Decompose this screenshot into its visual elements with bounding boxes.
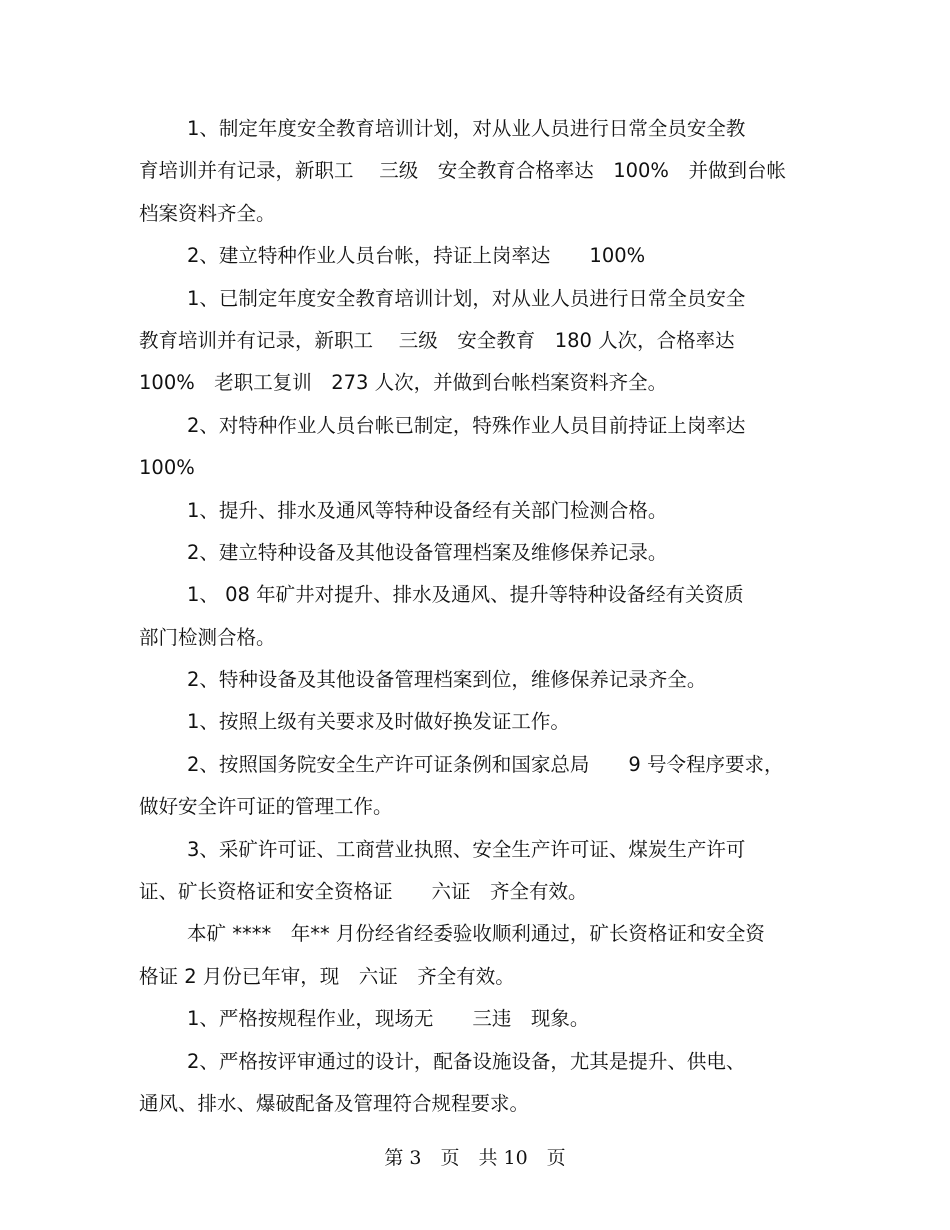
text-line: 1、已制定年度安全教育培训计划，对从业人员进行日常全员安全 [187, 286, 746, 310]
text-line: 2、按照国务院安全生产许可证条例和国家总局 9 号令程序要求， [187, 752, 784, 776]
text-line: 2、对特种作业人员台帐已制定，特殊作业人员目前持证上岗率达 [187, 413, 746, 437]
text-line: 部门检测合格。 [139, 625, 276, 649]
text-line: 2、严格按评审通过的设计，配备设施设备，尤其是提升、供电、 [187, 1049, 746, 1073]
text-line: 教育培训并有记录，新职工 三级 安全教育 180 人次，合格率达 [139, 328, 735, 352]
text-line: 2、特种设备及其他设备管理档案到位，维修保养记录齐全。 [187, 668, 707, 692]
text-line: 100% [139, 456, 195, 480]
text-line: 档案资料齐全。 [139, 201, 276, 225]
text-line: 1、 08 年矿井对提升、排水及通风、提升等特种设备经有关资质 [187, 583, 744, 607]
text-line: 2、建立特种设备及其他设备管理档案及维修保养记录。 [187, 540, 668, 564]
text-line: 100% 老职工复训 273 人次，并做到台帐档案资料齐全。 [139, 371, 668, 395]
text-line: 证、矿长资格证和安全资格证 六证 齐全有效。 [139, 880, 588, 904]
text-line: 做好安全许可证的管理工作。 [139, 795, 393, 819]
text-line: 通风、排水、爆破配备及管理符合规程要求。 [139, 1091, 530, 1115]
document-body [139, 108, 799, 1125]
page-number-footer: 第 3 页 共 10 页 [384, 1147, 566, 1169]
text-line: 1、严格按规程作业，现场无 三违 现象。 [187, 1007, 590, 1031]
text-line: 1、制定年度安全教育培训计划，对从业人员进行日常全员安全教 [187, 117, 746, 140]
text-line: 3、采矿许可证、工商营业执照、安全生产许可证、煤炭生产许可 [187, 837, 746, 861]
text-line: 格证 2 月份已年审，现 六证 齐全有效。 [139, 964, 515, 988]
text-line: 1、按照上级有关要求及时做好换发证工作。 [187, 710, 570, 734]
text-line: 2、建立特种作业人员台帐，持证上岗率达 100% [187, 244, 646, 268]
text-line: 育培训并有记录，新职工 三级 安全教育合格率达 100% 并做到台帐 [139, 159, 786, 183]
text-line: 本矿 **** 年** 月份经省经委验收顺利通过，矿长资格证和安全资 [187, 922, 765, 946]
text-line: 1、提升、排水及通风等特种设备经有关部门检测合格。 [187, 498, 668, 522]
